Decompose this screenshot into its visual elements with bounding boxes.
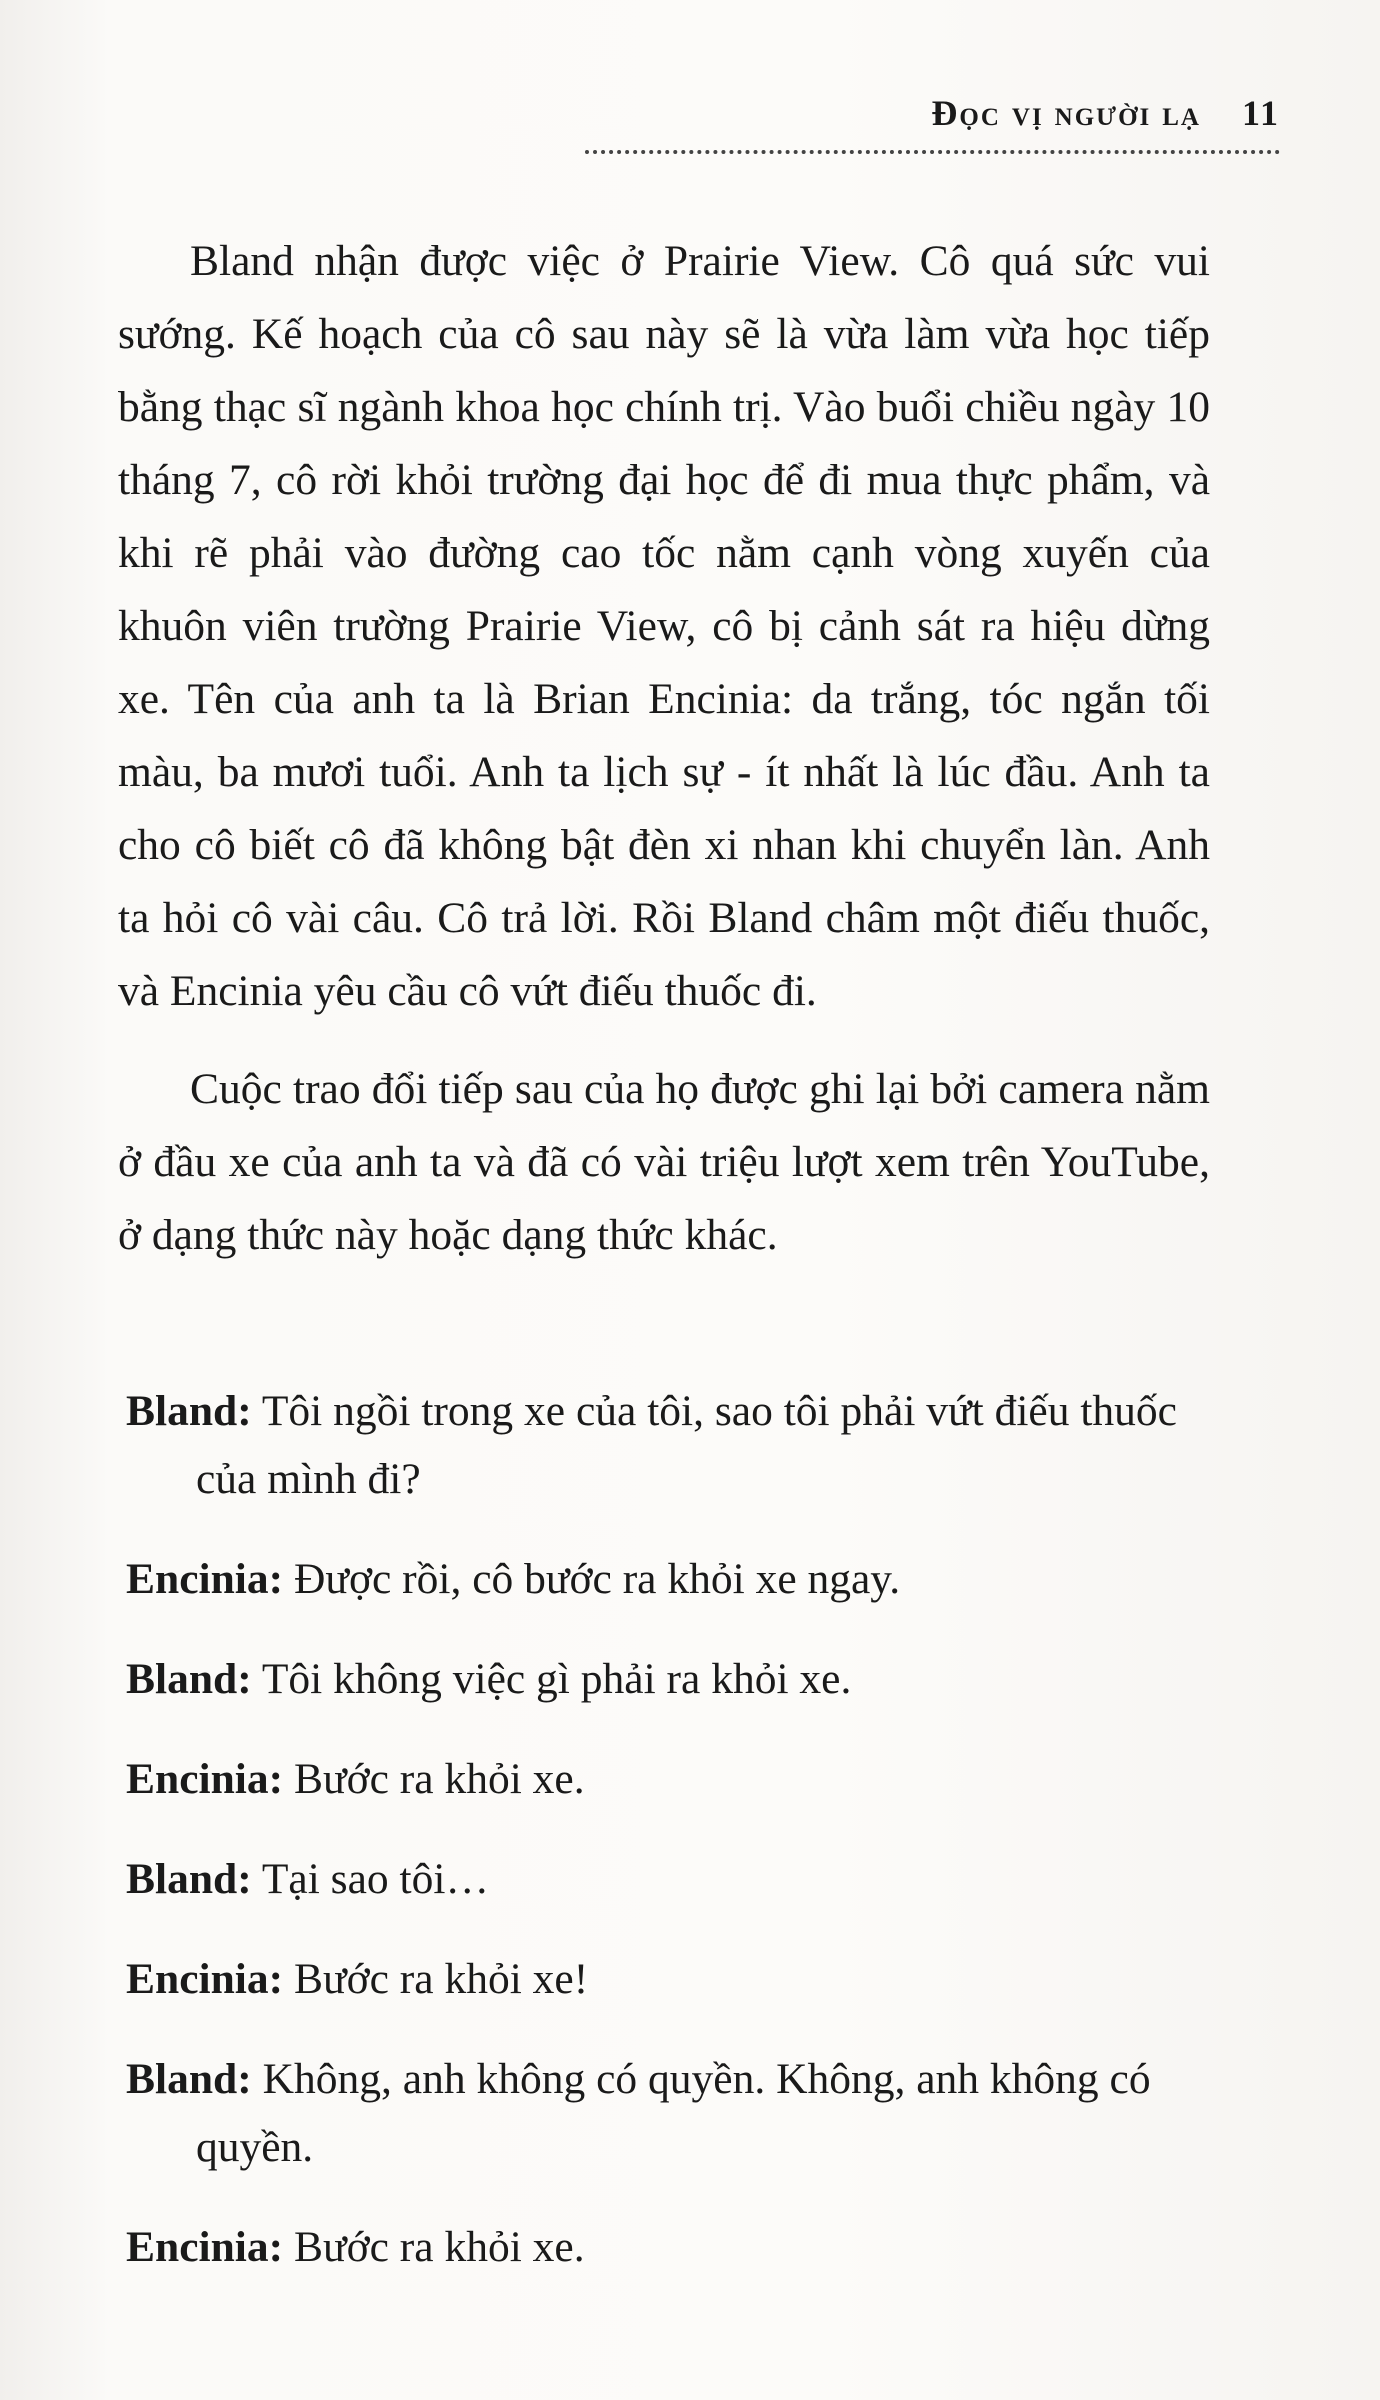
dialogue-line xyxy=(126,1845,1216,1913)
dialogue-line xyxy=(126,2045,1216,2181)
dialogue-line xyxy=(126,2213,1216,2281)
dialogue-line xyxy=(126,1545,1216,1613)
dialogue-text: Không, anh không có quyền. Không, anh không có quyền. xyxy=(196,2055,1151,2171)
speaker-name: Bland: xyxy=(126,1387,252,1435)
paragraph: Cuộc trao đổi tiếp sau của họ được ghi lại bởi camera nằm ở đầu xe của anh ta và đã có vài triệu lượt xem trên YouTube, ở dạng thức này hoặc dạng thức khác. xyxy=(118,1065,1210,1259)
book-title: Đọc vị người lạ xyxy=(931,93,1201,133)
dialogue-line xyxy=(126,1945,1216,2013)
speaker-name: Encinia: xyxy=(126,1755,284,1803)
dialogue-line xyxy=(126,1377,1216,1513)
dialogue-line xyxy=(126,1645,1216,1713)
body-text xyxy=(118,225,1210,1272)
speaker-name: Encinia: xyxy=(126,2223,284,2271)
paragraph: Bland nhận được việc ở Prairie View. Cô quá sức vui sướng. Kế hoạch của cô sau này sẽ là vừa làm vừa học tiếp bằng thạc sĩ ngành khoa học chính trị. Vào buổi chiều ngày 10 tháng 7, cô rời khỏi trường đại học để đi mua thực phẩm, và khi rẽ phải vào đường cao tốc nằm cạnh vòng xuyến của khuôn viên trường Prairie View, cô bị cảnh sát ra hiệu dừng xe. Tên của anh ta là Brian Encinia: da trắng, tóc ngắn tối màu, ba mươi tuổi. Anh ta lịch sự - ít nhất là lúc đầu. Anh ta cho cô biết cô đã không bật đèn xi nhan khi chuyển làn. Anh ta hỏi cô vài câu. Cô trả lời. Rồi Bland châm một điếu thuốc, và Encinia yêu cầu cô vứt điếu thuốc đi. xyxy=(118,237,1210,1015)
dialogue-text: Bước ra khỏi xe. xyxy=(294,2223,585,2271)
dialogue-text: Bước ra khỏi xe! xyxy=(294,1955,589,2003)
header-dotted-rule xyxy=(585,150,1280,154)
speaker-name: Bland: xyxy=(126,2055,252,2103)
running-head xyxy=(520,92,1280,134)
speaker-name: Bland: xyxy=(126,1655,252,1703)
dialogue-text: Bước ra khỏi xe. xyxy=(294,1755,585,1803)
dialogue-text: Được rồi, cô bước ra khỏi xe ngay. xyxy=(294,1555,901,1603)
dialogue-text: Tôi không việc gì phải ra khỏi xe. xyxy=(261,1655,852,1703)
page-number: 11 xyxy=(1241,93,1280,133)
dialogue-text: Tôi ngồi trong xe của tôi, sao tôi phải vứt điếu thuốc của mình đi? xyxy=(196,1387,1177,1503)
dialogue-transcript xyxy=(126,1377,1216,2313)
speaker-name: Bland: xyxy=(126,1855,252,1903)
speaker-name: Encinia: xyxy=(126,1555,284,1603)
dialogue-text: Tại sao tôi… xyxy=(261,1855,489,1903)
speaker-name: Encinia: xyxy=(126,1955,284,2003)
dialogue-line xyxy=(126,1745,1216,1813)
